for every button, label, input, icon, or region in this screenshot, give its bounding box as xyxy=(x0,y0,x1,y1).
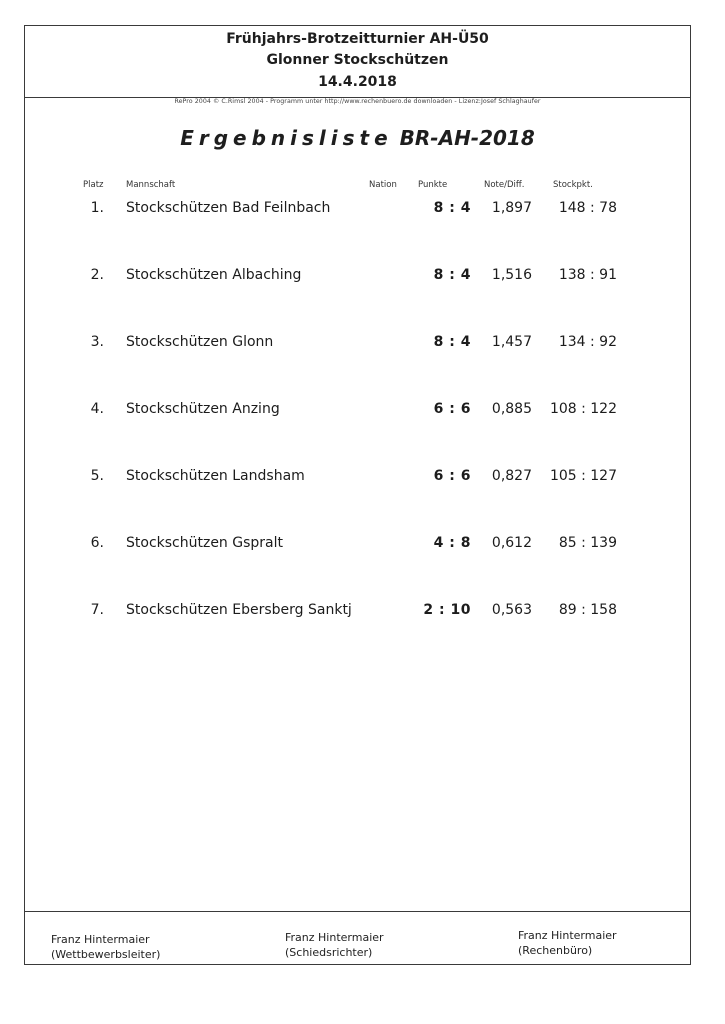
team-name: Stockschützen Anzing xyxy=(126,401,280,417)
tournament-title: Frühjahrs-Brotzeitturnier AH-Ü50 xyxy=(226,31,489,47)
points: 6 : 6 xyxy=(433,401,471,417)
column-header-note: Note/Diff. xyxy=(484,180,525,190)
points: 6 : 6 xyxy=(433,468,471,484)
tournament-date: 14.4.2018 xyxy=(318,74,397,90)
team-name: Stockschützen Bad Feilnbach xyxy=(126,200,331,216)
rank: 7. xyxy=(90,602,104,618)
points: 8 : 4 xyxy=(433,200,471,216)
note-diff: 0,612 xyxy=(491,535,532,551)
points: 8 : 4 xyxy=(433,267,471,283)
signature-name: Franz Hintermaier xyxy=(51,933,150,946)
points: 4 : 8 xyxy=(433,535,471,551)
signature-wettbewerbsleiter xyxy=(51,932,160,962)
signature-name: Franz Hintermaier xyxy=(518,929,617,942)
note-diff: 0,563 xyxy=(491,602,532,618)
signature-rechenbuero xyxy=(518,928,617,958)
team-name: Stockschützen Gspralt xyxy=(126,535,284,551)
column-header-nation: Nation xyxy=(369,180,397,190)
stock-points: 85 : 139 xyxy=(558,535,617,551)
result-list-title-word: Ergebnisliste xyxy=(180,126,393,150)
points: 8 : 4 xyxy=(433,334,471,350)
column-header-mannschaft: Mannschaft xyxy=(126,180,176,190)
team-name: Stockschützen Ebersberg Sanktj xyxy=(126,602,352,618)
result-row xyxy=(25,267,690,291)
result-row xyxy=(25,401,690,425)
rank: 4. xyxy=(90,401,104,417)
signature-role: (Wettbewerbsleiter) xyxy=(51,948,161,961)
column-header-punkte: Punkte xyxy=(418,180,448,190)
stock-points: 108 : 122 xyxy=(549,401,617,417)
rank: 6. xyxy=(90,535,104,551)
result-row xyxy=(25,200,690,224)
signature-schiedsrichter xyxy=(285,930,384,960)
result-row xyxy=(25,468,690,492)
signature-role: (Rechenbüro) xyxy=(518,944,593,957)
signature-role: (Schiedsrichter) xyxy=(285,946,373,959)
note-diff: 1,897 xyxy=(491,200,532,216)
club-name: Glonner Stockschützen xyxy=(266,52,449,68)
note-diff: 1,457 xyxy=(491,334,532,350)
software-credit: RePro 2004 © C.Rimsl 2004 - Programm unter http://www.rechenbuero.de downloaden - Lizenz:Josef Schlaghaufer xyxy=(174,98,541,105)
note-diff: 1,516 xyxy=(491,267,532,283)
note-diff: 0,885 xyxy=(491,401,532,417)
result-list-title xyxy=(25,126,690,150)
result-row xyxy=(25,602,690,626)
result-row xyxy=(25,334,690,358)
result-row xyxy=(25,535,690,559)
footer-divider xyxy=(25,911,690,912)
team-name: Stockschützen Landsham xyxy=(126,468,305,484)
column-header-platz: Platz xyxy=(83,180,104,190)
column-header-stockpkt: Stockpkt. xyxy=(553,180,593,190)
rank: 1. xyxy=(90,200,104,216)
stock-points: 148 : 78 xyxy=(558,200,617,216)
result-list-title-code: BR-AH-2018 xyxy=(399,126,535,150)
rank: 3. xyxy=(90,334,104,350)
team-name: Stockschützen Albaching xyxy=(126,267,302,283)
result-sheet xyxy=(24,25,691,965)
stock-points: 89 : 158 xyxy=(558,602,617,618)
points: 2 : 10 xyxy=(423,602,471,618)
stock-points: 138 : 91 xyxy=(558,267,617,283)
team-name: Stockschützen Glonn xyxy=(126,334,274,350)
rank: 2. xyxy=(90,267,104,283)
rank: 5. xyxy=(90,468,104,484)
stock-points: 134 : 92 xyxy=(558,334,617,350)
stock-points: 105 : 127 xyxy=(549,468,617,484)
signature-name: Franz Hintermaier xyxy=(285,931,384,944)
note-diff: 0,827 xyxy=(491,468,532,484)
